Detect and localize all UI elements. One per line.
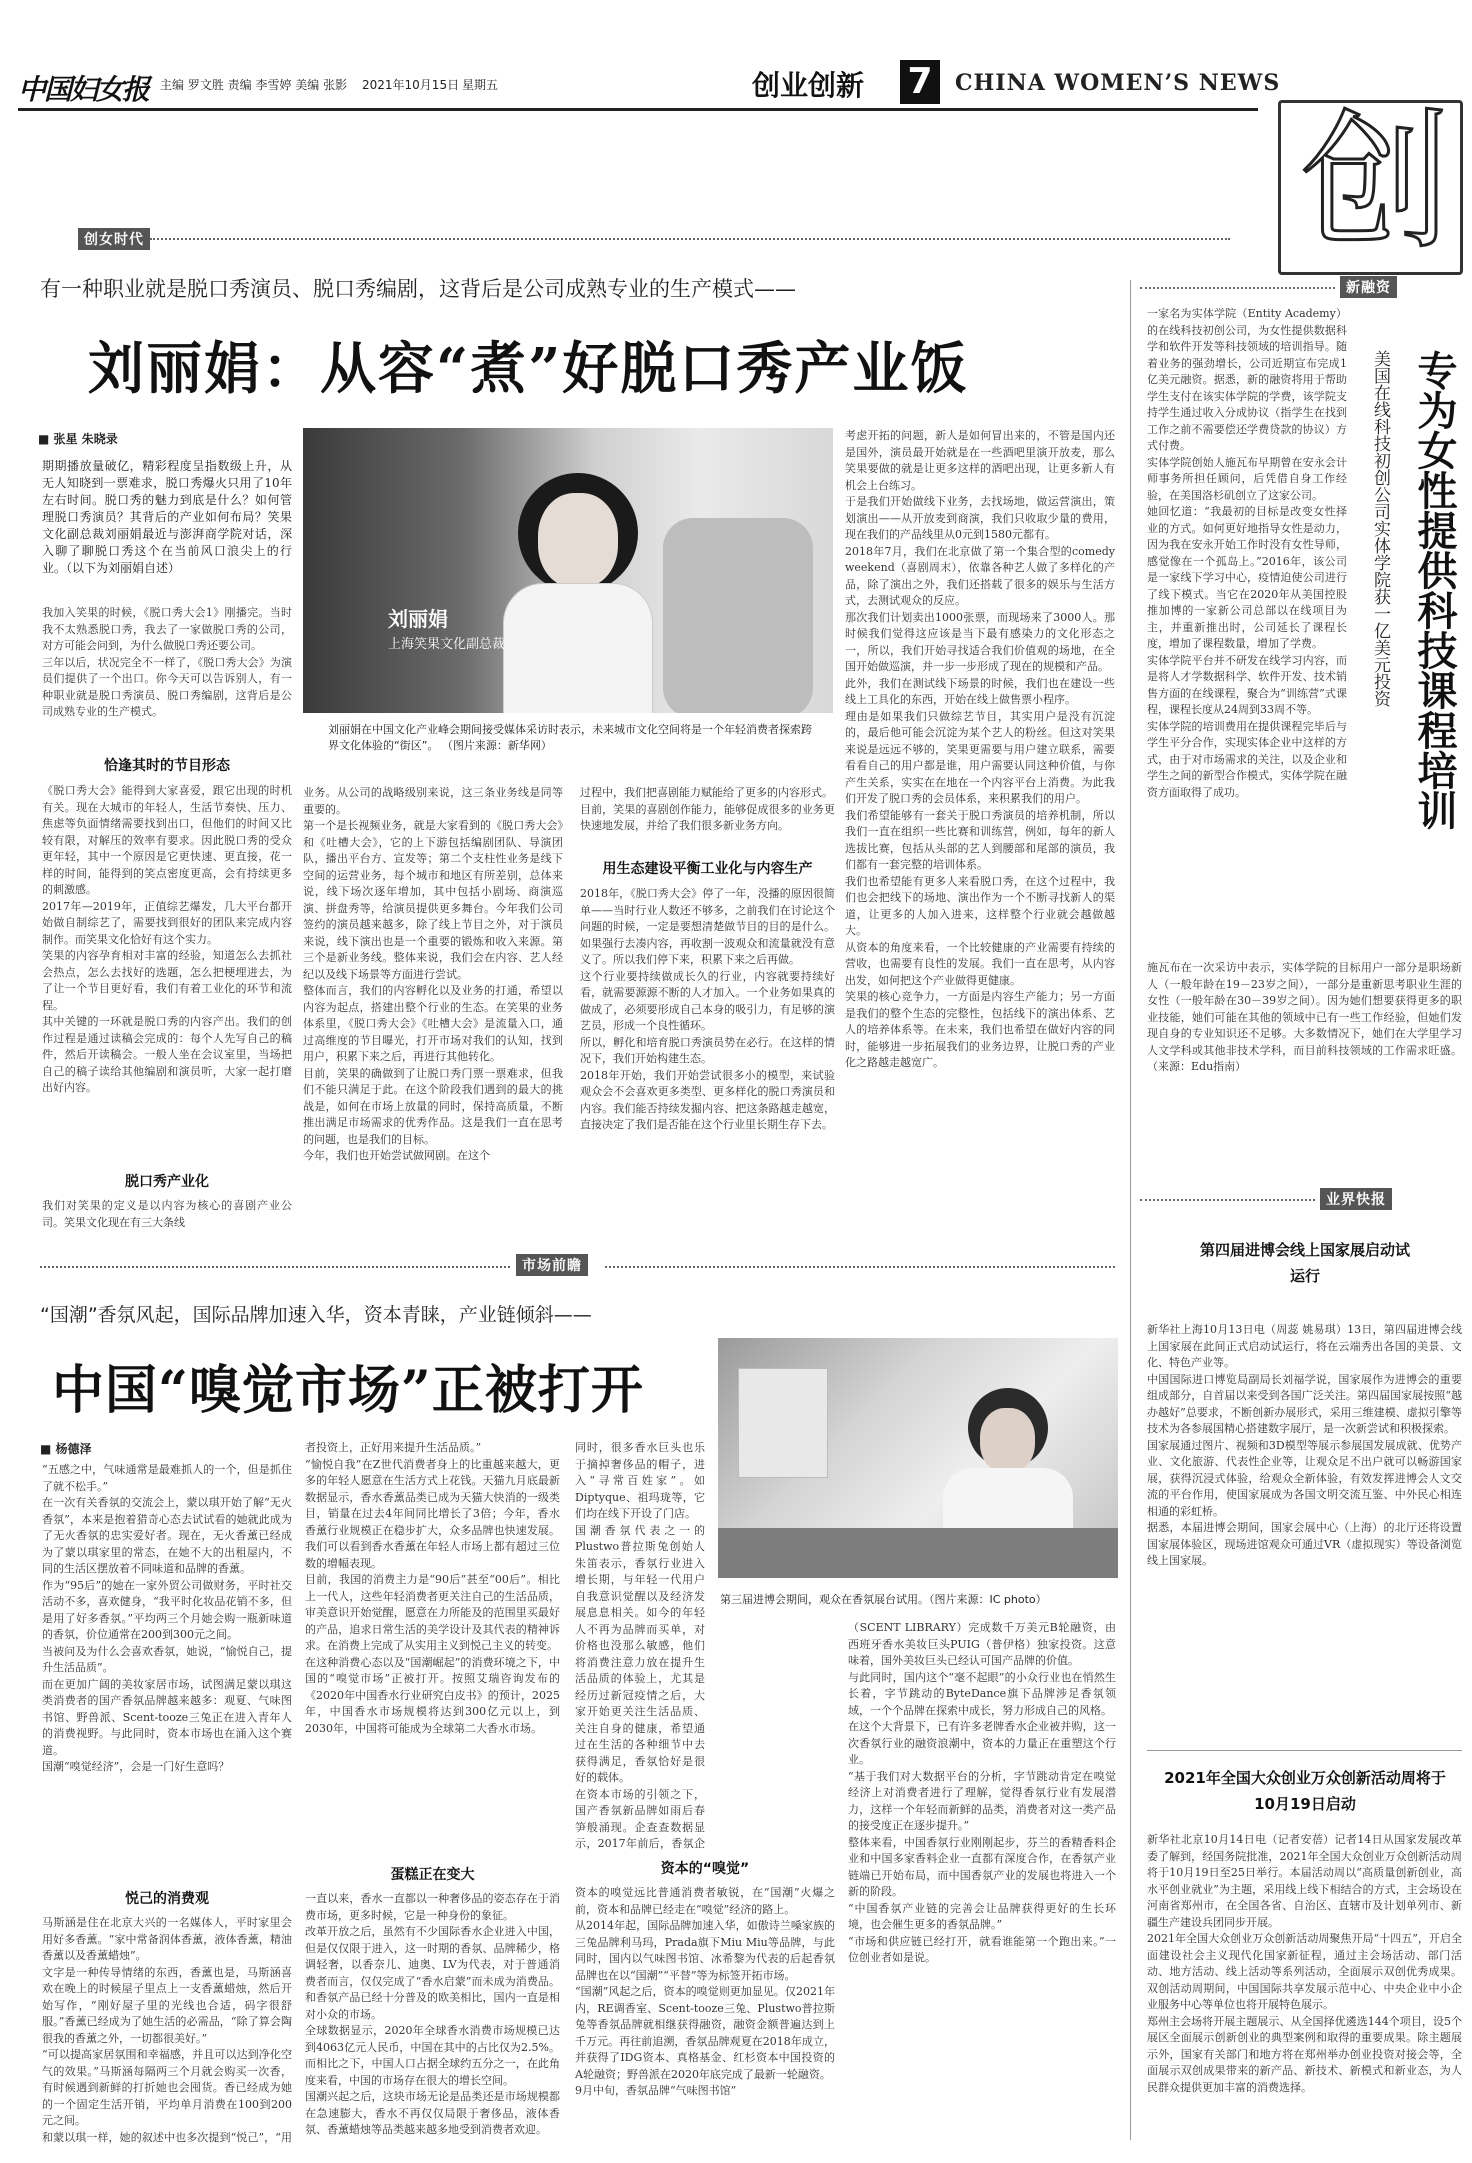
news2-body: 新华社北京10月14日电（记者安蓓）记者14日从国家发展改革委了解到，经国务院批准，2021年全国大众创业万众创新活动周将于10月19日至25日举行。本届活动周以“高质量创新创业，高水平创业就业”为主题，采用线上线下相结合的方式，主会场设在河南省郑州市，在全国各省、自治区、直辖市及计划单列市、新疆生产建设兵团同步开展。 2021年全国大众创业万众创新活动周聚焦开局“十四五”，开启全面建设社会主义现代化国家新征程，通过主会场活动、部门活动、地方活动、线上活动等系列活动，全面展示双创优秀成果。双创活动周期间，中国国际共享发展示范中心、中央企业中小企业服务中心等单位也将开展特色展示。 郑州主会场将开展主题展示、从全国择优遴选144个项目，设5个展区全面展示创新创业的典型案例和取得的重要成果。除主题展示外，国家有关部门和地方将在郑州举办创业投资对接会等，全面展示双创成果带来的新产品、新技术、新模式和新业态，为人民群众提供更加丰富的消费选择。 <box>1147 1833 1462 2094</box>
credits: 主编 罗文胜 责编 李雪婷 美编 张影 <box>160 78 348 92</box>
weekday: 星期五 <box>462 78 499 92</box>
tag-rule <box>150 238 1230 240</box>
article-body-col1b: 《脱口秀大会》能得到大家喜爱，跟它出现的时机有关。现在大城市的年轻人，生活节奏快、压力、焦虑等负面情绪需要找到出口，但他们的时间又比较有限，对解压的效率有要求。因此脱口秀的受众更年轻，其中一个原因是它更快速、更直接，花一样的时间，能得到的笑点密度更高，会有持续更多的刺激感。 2017年—2019年，正值综艺爆发，几大平台都开始做自制综艺了，需要找到很好的团队来完成内容制作。而笑果文化恰好有这个实力。 笑果的内容孕育相对丰富的经验，知道怎么去抓社会热点，怎么去找好的选题，怎么把梗埋进去，为了让一个节目更好看，我们有着工业化的环节和流程。 其中关键的一环就是脱口秀的内容产出。我们的创作过程是通过读稿会完成的：每个人先写自己的稿件，然后开读稿会。一般人坐在会议室里，当场把自己的稿子读给其他编剧和演员听，大家一起打磨出好内容。 <box>42 784 292 1094</box>
industry-tag-rule <box>1140 1199 1315 1201</box>
right-article-body1: 一家名为实体学院（Entity Academy）的在线科技初创公司，为女性提供数据科学和软件开发等科技领域的培训指导。随着业务的强劲增长，公司近期宣布完成1亿美元融资。据悉，新的融资将用于帮助学生支付在该实体学院的学费，该学院支持学生通过收入分成协议（指学生在找到工作之前不需要偿还学费贷款的协议）方式付费。 实体学院创始人施瓦布早期曾在安永会计师事务所担任顾问，后凭借自身工作经验，在美国洛杉矶创立了这家公司。 她回忆道：“我最初的目标是改变女性择业的方式。如何更好地指导女性是动力，因为我在安永开始工作时没有女性导师，感觉像在一个孤岛上。”2016年，该公司是一家线下学习中心，疫情迫使公司进行了线下模式。当它在2020年从美国控股推加博的一家新公司总部以在线项目为主，并重新推出时，公司延长了课程长度，增加了课程数量，增加了学费。 实体学院平台并不研发在线学习内容，而是将人才学数据科学、软件开发、技术销售方面的在线课程，聚合为“训练营”式课程，课程长度从24周到33周不等。 实体学院的培训费用在提供课程完毕后与学生平分合作，实现实体企业中这样的方式，由于对市场需求的关注，以及企业和学生之间的新型合作模式，实体学院在融资方面取得了成功。 <box>1147 307 1347 799</box>
market-section-tag: 市场前瞻 <box>516 1254 588 1276</box>
byline: ■ 张星 朱晓录 <box>38 432 118 446</box>
market-subheading-capital: 资本的“嗅觉” <box>660 1861 750 1877</box>
market-body-col1a: “五感之中，气味通常是最难抓人的一个，但是抓住了就不松手。” 在一次有关香氛的交流会上，蒙以琪开始了解“无火香氛”，本来是抱着猎奇心态去试试看的她就此成为了无火香氛的忠实爱好者。现在，无火香薰已经成为了蒙以琪家里的常态，在她不大的出租屋内，不同的生活区摆放着不同味道和品牌的香薰。 作为“95后”的她在一家外贸公司做财务，平时社交活动不多，喜欢健身，“我平时化妆品花销不多，但是用了好多香氛。”平均两三个月她会购一瓶新味道的香氛，价位通常在200到300元之间。 当被问及为什么会喜欢香氛，她说，“愉悦自己，提升生活品质”。 而在更加广阔的美妆家居市场，试图满足蒙以琪这类消费者的国产香氛品牌越来越多：观夏、气味图书馆、野兽派、Scent-tooze三兔正在进入青年人的消费视野。与此同时，资本市场也在涌入这个赛道。 国潮“嗅觉经济”，会是一门好生意吗？ <box>42 1463 292 1773</box>
page-number <box>900 60 940 104</box>
market-body-col2a: 者投资上，正好用来提升生活品质。” “愉悦自我”在Z世代消费者身上的比重越来越大，更多的年轻人愿意在生活方式上花钱。天猫九月底最新数据显示，香水香薰品类已成为天猫大快消的一级类目，销量在过去4年间同比增长了3倍；今年，香水香薰行业规模正在稳步扩大，众多品牌也快速发展。我们可以看到香水香薰在年轻人市场上都有超过三位数的增幅表现。 目前，我国的消费主力是“90后”甚至“00后”。相比上一代人，这些年轻消费者更关注自己的生活品质，审美意识开始觉醒，愿意在力所能及的范围里买最好的产品，追求日常生活的美学设计及其代表的精神诉求。在消费上完成了从实用主义到悦己主义的转变。 在这种消费心态以及“国潮崛起”的消费环境之下，中国的“嗅觉市场”正被打开。按照艾瑞咨询发布的《2020年中国香水行业研究白皮书》的预计，2025年，中国香水市场规模将达到300亿元以上，到2030年，中国将可能成为全球第二大香水市场。 <box>305 1441 560 1735</box>
subheading-ecosystem: 用生态建设平衡工业化与内容生产 <box>602 861 813 877</box>
article-body-col2a: 业务。从公司的战略级别来说，这三条业务线是同等重要的。 第一个是长视频业务，就是大家看到的《脱口秀大会》和《吐槽大会》，它的上下游包括编剧团队、导演团队，播出平台方、宣发等；第二个支柱性业务是线下空间的运营业务，每个城市和地区有所差别，总体来说，线下场次逐年增加，其中包括小剧场、商演巡演、拼盘秀等，给演员提供更多舞台。今年我们公司签约的演员越来越多，除了线上节目之外，对于演员来说，线下演出也是一个重要的锻炼和收入来源。第三个是新业务线。整体来说，我们会在内容、艺人经纪以及线下场景等方面进行尝试。 整体而言，我们的内容孵化以及业务的打通，希望以内容为起点，搭建出整个行业的生态。在笑果的业务体系里，《脱口秀大会》《吐槽大会》是流量入口，通过高维度的节目曝光，打开市场对我们的认知，找到用户，积累下来之后，再进行其他转化。 目前，笑果的确做到了让脱口秀门票一票难求，但我们不能只满足于此。在这个阶段我们遇到的最大的挑战是，如何在市场上放量的同时，保持高质量，不断推出满足市场需求的优秀作品。这是我们一直在思考的问题，也是我们的目标。 今年，我们也开始尝试做网剧。在这个 <box>303 786 563 1162</box>
market-photo <box>718 1338 1118 1578</box>
market-body-col3a: 同时，很多香水巨头也乐于摘掉奢侈品的帽子，进入“寻常百姓家”。如Diptyque、祖玛珑等，它们均在线下开设了门店。 国潮香氛代表之一的Plustwo普拉斯兔创始人朱笛表示，香氛行业进入增长期，与年轻一代用户自我意识觉醒以及经济发展息息相关。如今的年轻人不再为品牌而买单，对价格也没那么敏感，他们将消费注意力放在提升生活品质的体验上，尤其是经历过新冠疫情之后，大家开始更关注生活品质、关注自身的健康，希望通过在生活的各种细节中去获得满足，香氛恰好是很好的载体。 在资本市场的引领之下，国产香氛新品牌如雨后春笋般涌现。企查查数据显示，2017年前后，香氛企 <box>575 1441 705 1850</box>
news2-title: 2021年全国大众创业万众创新活动周将于10月19日启动 <box>1164 1769 1446 1813</box>
right-article-body2: 施瓦布在一次采访中表示，实体学院的目标用户一部分是职场新人（一般年龄在19－23岁之间），一部分是重新思考职业生涯的女性（一般年龄在30－39岁之间）。因为她们想要获得更多的职业技能，她们可能在其他的领域中已有一些工作经验，但她们发现自身的专业知识还不足够。大多数情况下，她们在大学里学习人文学科或其他非技术学科，而目前科技领域的工作需求旺盛。（来源：Edu指南） <box>1147 961 1462 1073</box>
masthead <box>0 60 1472 110</box>
article-body-col4: 考虑开拓的问题，新人是如何冒出来的，不管是国内还是国外，演员最开始就是在一些酒吧里演开放麦，那么笑果要做的就是让更多这样的酒吧出现，让更多新人有机会上台练习。 于是我们开始做线下业务，去找场地，做运营演出，策划演出——从开放麦到商演，我们只收取少量的费用，现在我们的产品线里从0元到1580元都有。 2018年7月，我们在北京做了第一个集合型的comedy weekend（喜剧周末），依靠各种艺人做了多样化的产品，除了演出之外，我们还搭载了很多的娱乐与生活方式，去测试观众的反应。 那次我们计划卖出1000张票，而现场来了3000人。那时候我们觉得这应该是当下最有感染力的文化形态之一，所以，我们开始寻找适合我们价值观的场地，在全国开始做巡演，并一步一步形成了现在的规模和产品。 此外，我们在测试线下场景的时候，我们也在建设一些线上工具化的东西，开始在线上做售票小程序。 理由是如果我们只做综艺节目，其实用户是没有沉淀的，最后他可能会沉淀为某个艺人的粉丝。但这对笑果来说是远远不够的，笑果更需要与用户建立联系，需要看看自己的用户都是谁，用户需要认同这种价值，与你产生关系，实实在在地在一个内容平台上消费。为此我们开发了脱口秀的会员体系，来积累我们的用户。 我们希望能够有一套关于脱口秀演员的培养机制，所以我们一直在组织一些比赛和训练营，例如，每年的新人选拔比赛，包括从头部的艺人到腰部和尾部的演员，我们都有一套完整的培训体系。 我们也希望能有更多人来看脱口秀，在这个过程中，我们也会把线下的场地、演出作为一个不断寻找新人的渠道，让更多的人加入进来，这样整个行业就会越做越大。 从资本的角度来看，一个比较健康的产业需要有持续的营收，也需要有良性的发展。我们一直在思考，从内容出发，如何把这个产业做得更健康。 笑果的核心竞争力，一方面是内容生产能力；另一方面是我们的整个生态的完整性，包括线下的演出体系、艺人的培养体系等。在未来，我们也希望在做好内容的同时，能够进一步拓展我们的业务边界，让脱口秀的产业化之路越走越宽广。 <box>845 429 1115 1069</box>
news1-body: 新华社上海10月13日电（周蕊 姚易琪）13日，第四届进博会线上国家展在此间正式启动试运行，将在云端秀出各国的美景、文化、特色产业等。 中国国际进口博览局副局长刘福学说，国家展作为进博会的重要组成部分，自首届以来受到各国广泛关注。第四届国家展按照“越办越好”总要求，不断创新办展形式，采用三维建模、虚拟引擎等技术为各参展国精心搭建数字展厅，是一次新尝试和积极探索。 国家展通过图片、视频和3D模型等展示参展国发展成就、优势产业、文化旅游、代表性企业等，让观众足不出户就可以畅游国家展，获得沉浸式体验，给观众全新体验，有效发挥进博会人文交流的平台作用，使国家展成为各国文明交流互鉴、中外民心相连相通的彩虹桥。 据悉，本届进博会期间，国家会展中心（上海）的北厅还将设置国家展体验区，现场进馆观众可通过VR（虚拟现实）等设备浏览线上国家展。 <box>1147 1323 1462 1567</box>
article-photo <box>303 428 833 713</box>
industry-news-tag: 业界快报 <box>1320 1188 1392 1210</box>
right-subheadline-text: 美国在线科技初创公司实体学院获一亿美元投资 <box>1370 350 1390 707</box>
article-body-col1a: 我加入笑果的时候，《脱口秀大会1》刚播完。当时我不太熟悉脱口秀，我去了一家做脱口秀的公司，对方可能会问到，为什么做脱口秀还要公司。 三年以后，状况完全不一样了，《脱口秀大会》为演员们提供了一个出口。你今天可以告诉别人，有一种职业就是脱口秀演员、脱口秀编剧，这背后是公司成熟专业的生产模式。 <box>42 606 292 718</box>
subheading-timing: 恰逢其时的节目形态 <box>104 758 230 774</box>
market-byline: ■ 杨德泽 <box>40 1442 92 1456</box>
section-glyph-box <box>1278 96 1463 275</box>
photo-figure-body <box>503 583 653 713</box>
section-tag: 创女时代 <box>78 228 150 250</box>
photo-person-face <box>980 1408 1035 1473</box>
date: 2021年10月15日 <box>362 78 460 92</box>
article-headline: 刘丽娟：从容“煮”好脱口秀产业饭 <box>88 336 969 402</box>
market-body-col4: （SCENT LIBRARY）完成数千万美元B轮融资，由西班牙香水美妆巨头PUIG（普伊格）独家投资。这意味着，国外美妆巨头已经认可国产品牌的价值。 与此同时，国内这个“毫不起眼”的小众行业也在悄然生长着，字节跳动的ByteDance旗下品牌涉足香氛领域，一个个品牌在探索中成长，努力形成自己的风格。 在这个大背景下，已有许多老牌香水企业被并购，这一次香氛行业的融资浪潮中，资本的力量正在重塑这个行业。 “基于我们对大数据平台的分析，字节跳动肯定在嗅觉经济上对消费者进行了理解，觉得香氛行业有发展潜力，这样一个年轻而新鲜的品类，消费者对这一类产品的接受度正在逐步提升。” 整体来看，中国香氛行业刚刚起步，芬兰的香精香料企业和中国多家香料企业一直都有深度合作，在香氛产业链端已开始布局，而中国香氛产业的发展也将进入一个新的阶段。 “中国香氛产业链的完善会让品牌获得更好的生长环境，也会催生更多的香氛品牌。” “市场和供应链已经打开，就看谁能第一个跑出来。”一位创业者如是说。 <box>848 1621 1116 1964</box>
photo-chair <box>663 518 813 713</box>
market-rule-left <box>40 1266 510 1268</box>
article-kicker: 有一种职业就是脱口秀演员、脱口秀编剧，这背后是公司成熟专业的生产模式—— <box>40 277 796 301</box>
photo-counter <box>718 1528 1118 1578</box>
market-kicker: “国潮”香氛风起，国际品牌加速入华，资本青睐，产业链倾斜—— <box>40 1304 592 1326</box>
article-body-col1c: 我们对笑果的定义是以内容为核心的喜剧产业公司。笑果文化现在有三大条线 <box>42 1199 292 1229</box>
article-body-col3b: 2018年，《脱口秀大会》停了一年，没播的原因很简单——当时行业人数还不够多，之前我们在讨论这个问题的时候，一定是要想清楚做节目的目的是什么。如果强行去凑内容，再收割一波观众和流量就没有意义了。所以我们停下来，积累下来之后再做。 这个行业要持续做成长久的行业，内容就要持续好看，就需要源源不断的人才加入。一个业务如果真的做成了，必须要形成自己本身的吸引力，有足够的演艺员，形成一个良性循环。 所以，孵化和培育脱口秀演员势在必行。在这样的情况下，我们开始构建生态。 2018年开始，我们开始尝试很多小的模型，来试验观众会不会喜欢更多类型、更多样化的脱口秀演员和内容。我们能否持续发掘内容、把这条路越走越宽，直接决定了我们是否能在这个行业里长期生存下去。 <box>580 887 835 1131</box>
market-subheading-cake: 蛋糕正在变大 <box>390 1867 475 1883</box>
photo-caption: 刘丽娟在中国文化产业峰会期间接受媒体采访时表示，未来城市文化空间将是一个年轻消费者探索跨界文化体验的“街区”。 （图片来源：新华网） <box>328 723 812 752</box>
market-subheading-selfjoy: 悦己的消费观 <box>125 1891 209 1907</box>
news1-title: 第四届进博会线上国家展启动试运行 <box>1199 1241 1410 1285</box>
photo-figure-face <box>538 493 618 588</box>
right-section-tag: 新融资 <box>1340 276 1397 298</box>
market-photo-caption: 第三届进博会期间，观众在香氛展台试用。（图片来源：IC photo） <box>720 1593 1047 1606</box>
newspaper-logo: 中国妇女报 <box>18 73 149 106</box>
subheading-industry: 脱口秀产业化 <box>125 1174 209 1190</box>
right-headline-text: 专为女性提供科技课程培训 <box>1411 350 1458 830</box>
page-number-text: 7 <box>907 61 933 102</box>
photo-bottles <box>738 1368 828 1478</box>
masthead-rule <box>18 108 1258 111</box>
right-tag-rule <box>1140 287 1335 289</box>
article-lead: 期期播放量破亿，精彩程度呈指数级上升，从无人知晓到一票难求，脱口秀爆火只用了10年左右时间。脱口秀的魅力到底是什么？如何管理脱口秀演员？其背后的产业如何布局？笑果文化副总裁刘丽娟最近与澎湃商学院对话，深入聊了聊脱口秀这个在当前风口浪尖上的行业。（以下为刘丽娟自述） <box>42 459 292 575</box>
photo-name-overlay: 刘丽娟 <box>388 607 448 631</box>
article-body-col3a: 过程中，我们把喜剧能力赋能给了更多的内容形式。 目前，笑果的喜剧创作能力，能够促成很多的业务更快速地发展，并给了我们很多新业务方向。 <box>580 786 835 832</box>
market-rule-right <box>605 1266 1115 1268</box>
section-title: 创业创新 <box>752 69 865 102</box>
market-body-col2b: 一直以来，香水一直都以一种奢侈品的姿态存在于消费市场，更多时候，它是一种身份的象征。 改革开放之后，虽然有不少国际香水企业进入中国，但是仅仅限于进入，这一时期的香氛、品牌稀少，格调轻奢，以香奈儿、迪奥、LV为代表，对于普通消费者而言，仅仅完成了“香水启蒙”而未成为消费品。和香氛产品已经十分普及的欧美相比，国内一直是相对小众的市场。 全球数据显示，2020年全球香水消费市场规模已达到4063亿元人民币，中国在其中的占比仅为2.5%。而相比之下，中国人口占据全球约五分之一，在此角度来看，中国的市场存在很大的增长空间。 国潮兴起之后，这块市场无论是品类还是市场规模都在急速膨大，香水不再仅仅局限于奢侈品，液体香氛、香薰蜡烛等品类越来越多地受到消费者欢迎。 <box>305 1892 560 2136</box>
market-body-col3b: 资本的嗅觉远比普通消费者敏锐，在“国潮”火爆之前，资本和品牌已经走在“嗅觉”经济的路上。 从2014年起，国际品牌加速入华，如傲诗兰嗓家族的三兔品牌利马玛，Prada旗下Miu Miu等品牌，与此同时，国内以气味图书馆、冰希黎为代表的后起香氛品牌也在以“国潮”“平替”等为标签开拓市场。 “国潮”风起之后，资本的嗅觉则更加显见。仅2021年内，RE调香室、Scent-tooze三兔、Plustwo普拉斯兔等香氛品牌就相继获得融资，融资金额普遍达到上千万元。再往前追溯，香氛品牌观夏在2018年成立，并获得了IDG资本、真格基金、红杉资本中国投资的A轮融资；野兽派在2020年底完成了最新一轮融资。 9月中旬，香氛品牌“气味图书馆” <box>575 1886 835 2097</box>
market-body-col1b: 马斯涵是住在北京大兴的一名媒体人，平时家里会用好多香薰。“家中常备润体香薰，液体香薰，精油香薰以及香薰蜡烛”。 文字是一种传导情绪的东西，香薰也是，马斯涵喜欢在晚上的时候屋子里点上一支香薰蜡烛，然后开始写作，“刚好屋子里的光线也合适，码字很舒服。”香薰已经成为了她生活的必需品，“除了算会陶很我的香薰之外，一切都很美好。” “可以提高家居氛围和幸福感，并且可以达到净化空气的效果。”马斯涵每隔两三个月就会购买一次香，有时候遇到新鲜的打折她也会囤货。香已经成为她的一个固定生活开销，平均单月消费在100到200元之间。 和蒙以琪一样，她的叙述中也多次提到“悦己”，“用 <box>42 1916 292 2144</box>
news-divider <box>1147 1750 1462 1751</box>
right-subheadline <box>1366 350 1402 840</box>
right-column-rule <box>1130 280 1131 2140</box>
market-headline: 中国“嗅觉市场”正被打开 <box>52 1360 644 1421</box>
right-headline <box>1408 350 1460 850</box>
photo-title-overlay: 上海笑果文化副总裁 <box>388 637 506 652</box>
section-glyph: 创 <box>1301 96 1452 270</box>
paper-english-name: CHINA WOMEN’S NEWS <box>955 70 1281 96</box>
